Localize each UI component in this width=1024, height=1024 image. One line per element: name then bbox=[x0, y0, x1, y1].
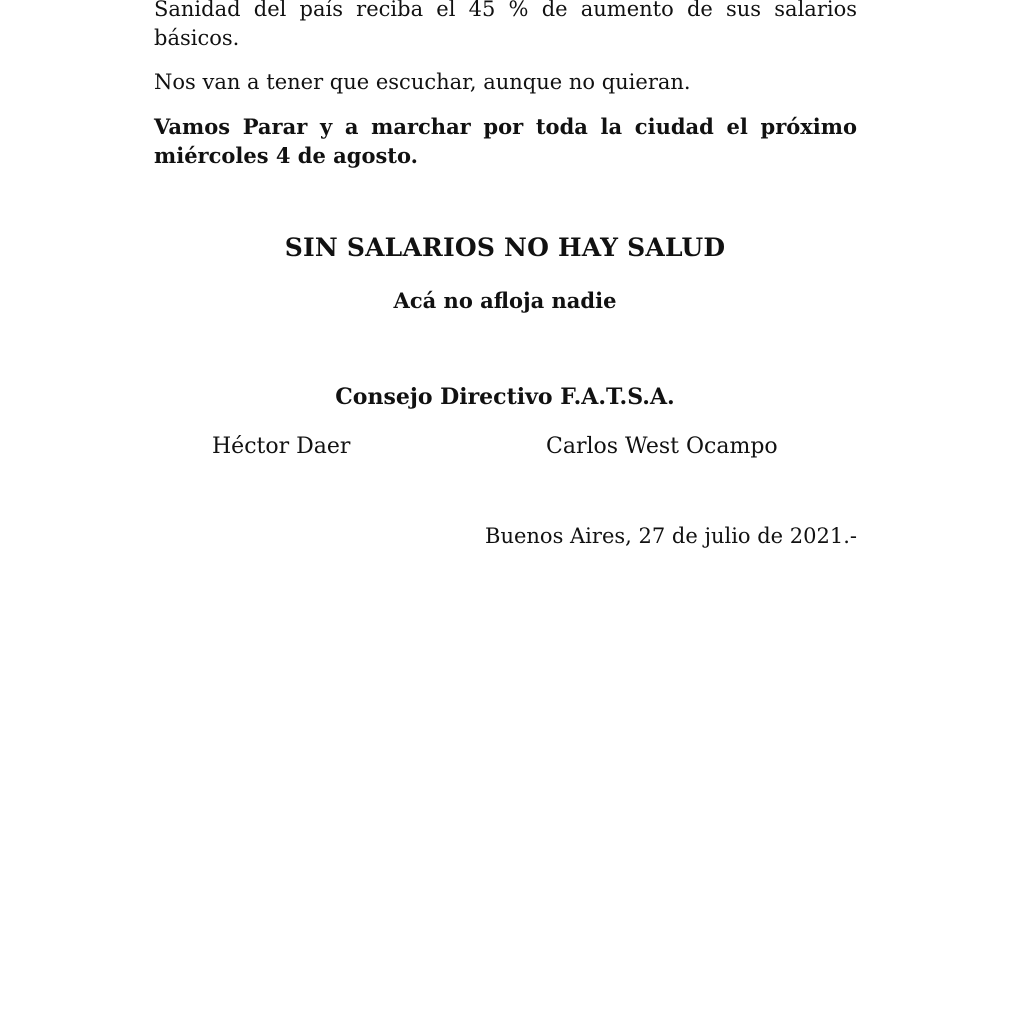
signer-name: Héctor Daer bbox=[212, 434, 351, 459]
council-signature: Consejo Directivo F.A.T.S.A. bbox=[335, 384, 675, 410]
salary-paragraph-line-2: básicos. bbox=[154, 26, 240, 50]
salary-paragraph-line-1: Sanidad del país reciba el 45 % de aumento de sus salarios bbox=[154, 0, 857, 21]
salary-paragraph bbox=[154, 0, 857, 53]
slogan-subheadline: Acá no afloja nadie bbox=[393, 288, 617, 313]
march-paragraph-line-1: Vamos Parar y a marchar por toda la ciudad el próximo bbox=[154, 114, 857, 139]
slogan-headline: SIN SALARIOS NO HAY SALUD bbox=[284, 233, 726, 262]
march-paragraph bbox=[154, 112, 857, 170]
listen-paragraph: Nos van a tener que escuchar, aunque no quieran. bbox=[154, 70, 691, 94]
place-and-date: Buenos Aires, 27 de julio de 2021.- bbox=[485, 524, 857, 548]
march-paragraph-line-2: miércoles 4 de agosto. bbox=[154, 143, 418, 168]
signer-name: Carlos West Ocampo bbox=[546, 434, 778, 459]
